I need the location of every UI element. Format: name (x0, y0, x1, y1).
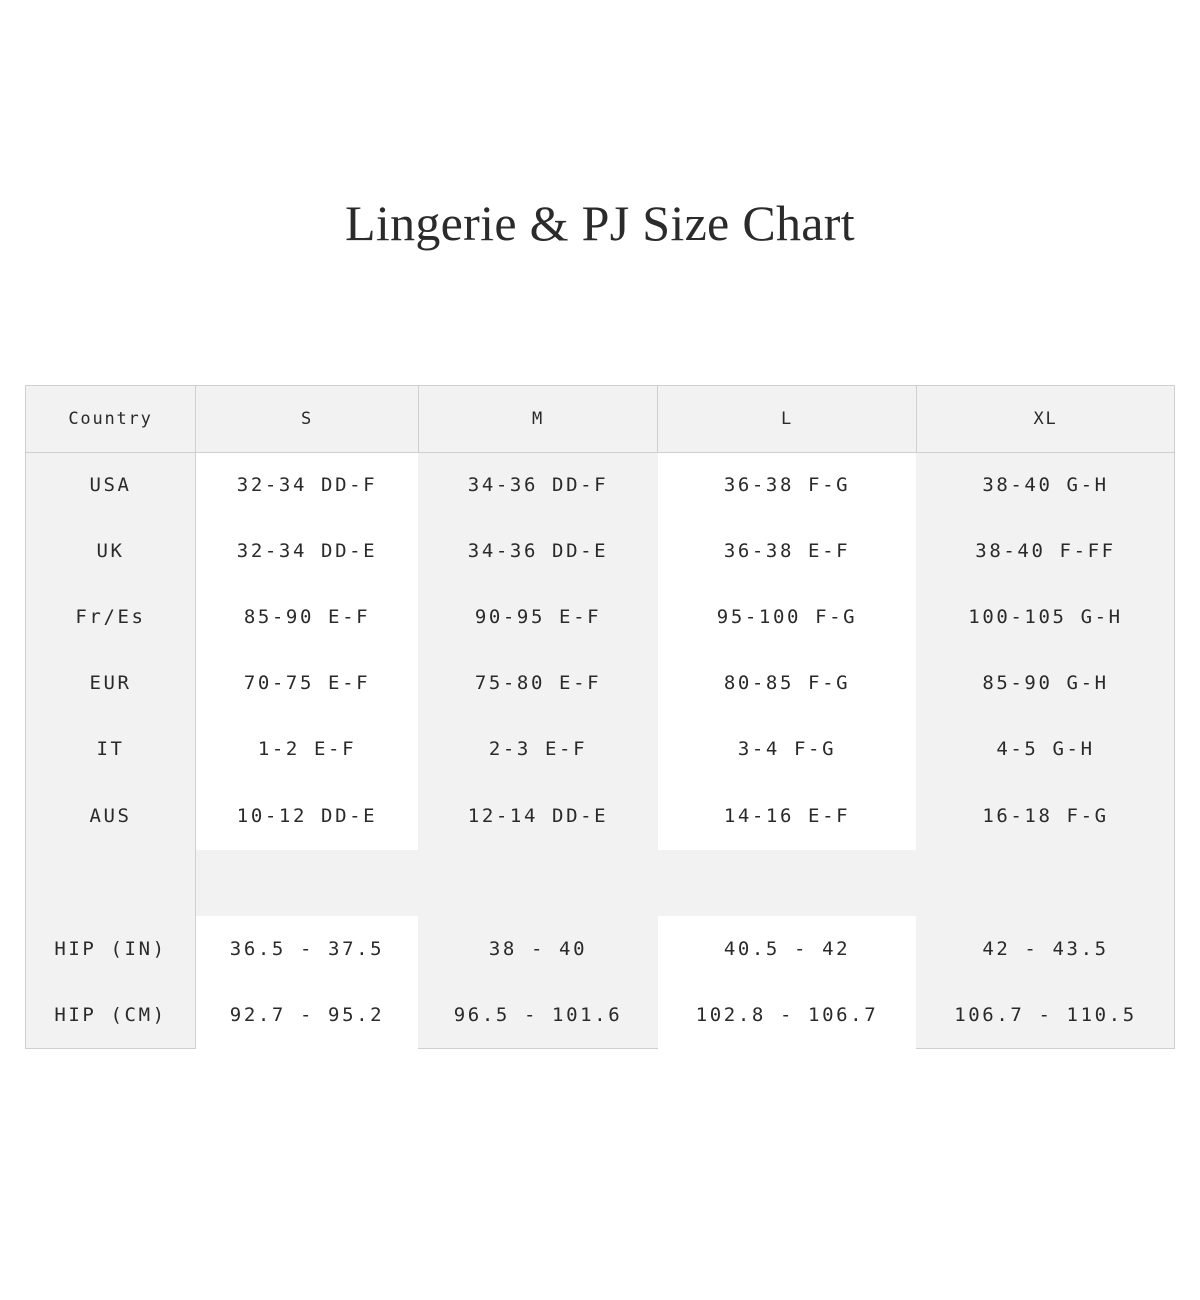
cell-usa-m: 34-36 DD-F (467, 474, 609, 496)
size-chart-table (25, 385, 1175, 1049)
page-title: Lingerie & PJ Size Chart (345, 195, 855, 251)
row-label-aus: AUS (89, 805, 132, 827)
header-size-xl: XL (1033, 409, 1058, 429)
cell-aus-l: 14-16 E-F (723, 805, 851, 827)
row-label-uk: UK (96, 540, 125, 562)
cell-hip-in-xl: 42 - 43.5 (982, 938, 1109, 960)
row-label-fr-es: Fr/Es (75, 606, 146, 628)
cell-fr-es-l: 95-100 F-G (716, 606, 858, 628)
cell-usa-xl: 38-40 G-H (982, 474, 1109, 496)
row-label-hip-in: HIP (IN) (54, 938, 167, 960)
cell-eur-l: 80-85 F-G (723, 672, 851, 694)
cell-uk-xl: 38-40 F-FF (975, 540, 1116, 562)
row-label-eur: EUR (89, 672, 132, 694)
header-size-l: L (780, 409, 794, 429)
header-country: Country (68, 409, 153, 429)
cell-it-l: 3-4 F-G (737, 738, 837, 760)
row-label-it: IT (96, 738, 125, 760)
cell-hip-in-l: 40.5 - 42 (723, 938, 851, 960)
row-label-hip-cm: HIP (CM) (54, 1004, 167, 1026)
cell-usa-l: 36-38 F-G (723, 474, 851, 496)
cell-hip-cm-m: 96.5 - 101.6 (453, 1004, 623, 1026)
cell-aus-xl: 16-18 F-G (982, 805, 1109, 827)
cell-fr-es-m: 90-95 E-F (474, 606, 602, 628)
cell-hip-cm-s: 92.7 - 95.2 (229, 1004, 385, 1026)
header-size-s: S (300, 409, 314, 429)
row-label-usa: USA (89, 474, 132, 496)
cell-uk-s: 32-34 DD-E (236, 540, 378, 562)
cell-hip-in-s: 36.5 - 37.5 (229, 938, 385, 960)
cell-fr-es-xl: 100-105 G-H (968, 606, 1123, 628)
cell-eur-xl: 85-90 G-H (982, 672, 1109, 694)
cell-eur-s: 70-75 E-F (243, 672, 371, 694)
cell-fr-es-s: 85-90 E-F (243, 606, 371, 628)
cell-eur-m: 75-80 E-F (474, 672, 602, 694)
header-size-m: M (531, 409, 545, 429)
cell-hip-cm-xl: 106.7 - 110.5 (954, 1004, 1137, 1026)
cell-it-m: 2-3 E-F (488, 738, 588, 760)
cell-uk-m: 34-36 DD-E (467, 540, 609, 562)
cell-usa-s: 32-34 DD-F (236, 474, 378, 496)
cell-aus-m: 12-14 DD-E (467, 805, 609, 827)
cell-hip-cm-l: 102.8 - 106.7 (695, 1004, 879, 1026)
cell-it-xl: 4-5 G-H (996, 738, 1095, 760)
cell-hip-in-m: 38 - 40 (488, 938, 588, 960)
cell-aus-s: 10-12 DD-E (236, 805, 378, 827)
cell-uk-l: 36-38 E-F (723, 540, 851, 562)
cell-it-s: 1-2 E-F (257, 738, 357, 760)
